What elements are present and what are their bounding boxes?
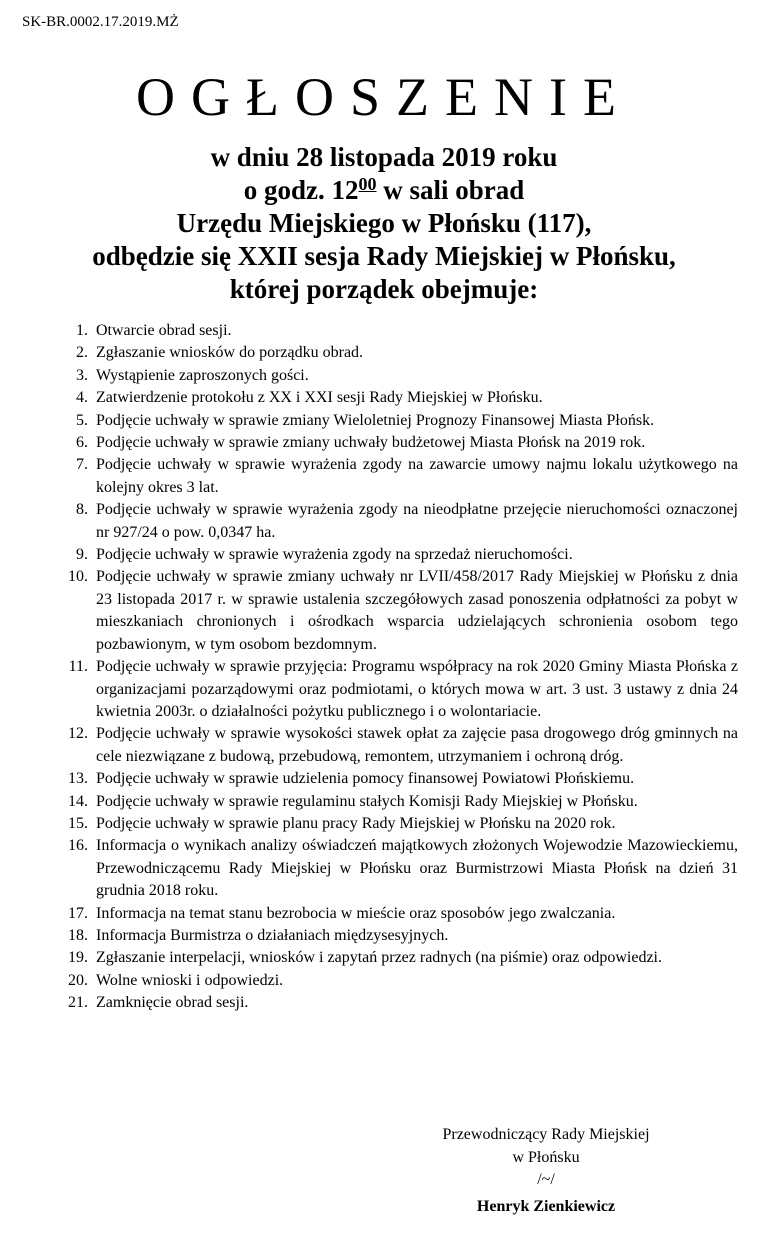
agenda-item-text: Podjęcie uchwały w sprawie zmiany uchwały budżetowej Miasta Płońsk na 2019 rok. <box>96 434 646 452</box>
agenda-item <box>58 903 738 925</box>
agenda-item-number: 3. <box>76 366 88 384</box>
agenda-item-text: Podjęcie uchwały w sprawie wysokości stawek opłat za zajęcie pasa drogowego dróg gminnych na cele niezwiązane z budową, przebudową, remontem, utrzymaniem i ochroną dróg. <box>96 725 738 765</box>
announcement-title: OGŁOSZENIE <box>136 67 632 127</box>
headline-time-suffix: w sali obrad <box>376 175 525 205</box>
agenda-item <box>58 925 738 947</box>
agenda-item <box>58 544 738 566</box>
headline-time-minutes: 00 <box>358 174 377 194</box>
agenda-item-text: Zamknięcie obrad sesji. <box>96 994 249 1012</box>
agenda-item <box>58 835 738 902</box>
agenda-item-number: 12. <box>68 725 88 743</box>
signature-mark: /~/ <box>537 1171 555 1188</box>
agenda-list <box>58 320 738 1015</box>
agenda-item-number: 13. <box>68 770 88 788</box>
agenda-item-number: 21. <box>68 994 88 1012</box>
agenda-item <box>58 723 738 768</box>
agenda-item-text: Podjęcie uchwały w sprawie zmiany uchwały nr LVII/458/2017 Rady Miejskiej w Płońsku z dnia 23 listopada 2017 r. w sprawie ustalenia szczegółowych zasad ponoszenia odpłatności za pobyt w mieszkaniach chronionych i ośrodkach wsparcia udzielających schronienia osobom tego pozbawionym, w tym osobom bezdomnym. <box>96 568 738 653</box>
agenda-item-text: Informacja Burmistrza o działaniach międzysesyjnych. <box>96 926 449 944</box>
agenda-item-number: 11. <box>68 658 88 676</box>
agenda-item <box>58 791 738 813</box>
agenda-item-text: Podjęcie uchwały w sprawie wyrażenia zgody na nieodpłatne przejęcie nieruchomości oznaczonej nr 927/24 o pow. 0,0347 ha. <box>96 501 738 541</box>
signature-role: Przewodniczący Rady Miejskiej <box>442 1126 650 1143</box>
agenda-item-number: 9. <box>76 546 88 564</box>
agenda-item-text: Podjęcie uchwały w sprawie regulaminu stałych Komisji Rady Miejskiej w Płońsku. <box>96 792 638 810</box>
agenda-item-number: 5. <box>76 411 88 429</box>
agenda-item <box>58 813 738 835</box>
headline-time <box>0 174 768 207</box>
agenda-item-number: 4. <box>76 389 88 407</box>
announcement-headline <box>0 141 768 306</box>
agenda-item <box>58 320 738 342</box>
agenda-item <box>58 365 738 387</box>
agenda-item <box>58 432 738 454</box>
agenda-item <box>58 566 738 656</box>
headline-session: odbędzie się XXII sesja Rady Miejskiej w Płońsku, <box>92 241 676 271</box>
signature-place: w Płońsku <box>512 1148 580 1166</box>
document-reference: SK-BR.0002.17.2019.MŻ <box>22 14 179 30</box>
agenda-item-number: 8. <box>76 501 88 519</box>
headline-venue: Urzędu Miejskiego w Płońsku (117), <box>176 208 592 238</box>
headline-time-prefix: o godz. 12 <box>243 175 359 205</box>
agenda-item-text: Podjęcie uchwały w sprawie zmiany Wieloletniej Prognozy Finansowej Miasta Płońsk. <box>96 411 655 429</box>
agenda-item-text: Informacja o wynikach analizy oświadczeń majątkowych złożonych Wojewodzie Mazowieckiemu, Przewodniczącemu Rady Miejskiej w Płońsku oraz Burmistrzowi Miasta Płońsk na dzień 31 grudnia 2018 roku. <box>96 837 738 900</box>
agenda-item <box>58 970 738 992</box>
agenda-item-text: Podjęcie uchwały w sprawie przyjęcia: Programu współpracy na rok 2020 Gminy Miasta Płońska z organizacjami pozarządowymi oraz podmiotami, o których mowa w art. 3 ust. 3 ustawy z dnia 24 kwietnia 2003r. o działalności pożytku publicznego i o wolontariacie. <box>96 658 738 720</box>
agenda-item <box>58 342 738 364</box>
agenda-item-text: Zgłaszanie wniosków do porządku obrad. <box>96 344 364 362</box>
agenda-item-number: 19. <box>68 949 88 967</box>
agenda-item <box>58 454 738 499</box>
agenda-item-number: 1. <box>76 322 88 339</box>
agenda-item <box>58 387 738 409</box>
agenda-item <box>58 768 738 790</box>
agenda-item-number: 2. <box>76 344 88 362</box>
agenda-item <box>58 499 738 544</box>
agenda-item-text: Informacja na temat stanu bezrobocia w mieście oraz sposobów jego zwalczania. <box>96 904 616 922</box>
agenda-item-number: 16. <box>68 837 88 855</box>
agenda-item-text: Zgłaszanie interpelacji, wniosków i zapytań przez radnych (na piśmie) oraz odpowiedzi. <box>96 949 662 967</box>
agenda-item-text: Wolne wnioski i odpowiedzi. <box>96 971 284 989</box>
agenda-item-number: 10. <box>68 568 88 586</box>
agenda-item <box>58 656 738 723</box>
headline-date: w dniu 28 listopada 2019 roku <box>210 142 558 172</box>
signature-block <box>400 1124 692 1218</box>
agenda-item <box>58 947 738 969</box>
agenda-item <box>58 992 738 1014</box>
agenda-item-text: Zatwierdzenie protokołu z XX i XXI sesji Rady Miejskiej w Płońsku. <box>96 389 543 407</box>
agenda-item-text: Podjęcie uchwały w sprawie planu pracy Rady Miejskiej w Płońsku na 2020 rok. <box>96 814 616 832</box>
agenda-item-text: Podjęcie uchwały w sprawie udzielenia pomocy finansowej Powiatowi Płońskiemu. <box>96 770 635 788</box>
agenda-item-number: 7. <box>76 456 88 474</box>
headline-agenda-intro: której porządek obejmuje: <box>229 274 539 304</box>
agenda-item-text: Podjęcie uchwały w sprawie wyrażenia zgody na zawarcie umowy najmu lokalu użytkowego na kolejny okres 3 lat. <box>96 456 738 496</box>
agenda-item-number: 15. <box>68 814 88 832</box>
agenda-item-number: 18. <box>68 926 88 944</box>
agenda-item-number: 17. <box>68 904 88 922</box>
agenda-item-number: 14. <box>68 792 88 810</box>
agenda-item-text: Wystąpienie zaproszonych gości. <box>96 366 309 384</box>
agenda-item-number: 20. <box>68 971 88 989</box>
agenda-item <box>58 410 738 432</box>
agenda-item-text: Podjęcie uchwały w sprawie wyrażenia zgody na sprzedaż nieruchomości. <box>96 546 573 564</box>
agenda-item-number: 6. <box>76 434 88 452</box>
agenda-item-text: Otwarcie obrad sesji. <box>96 322 232 339</box>
signature-name: Henryk Zienkiewicz <box>476 1197 616 1215</box>
